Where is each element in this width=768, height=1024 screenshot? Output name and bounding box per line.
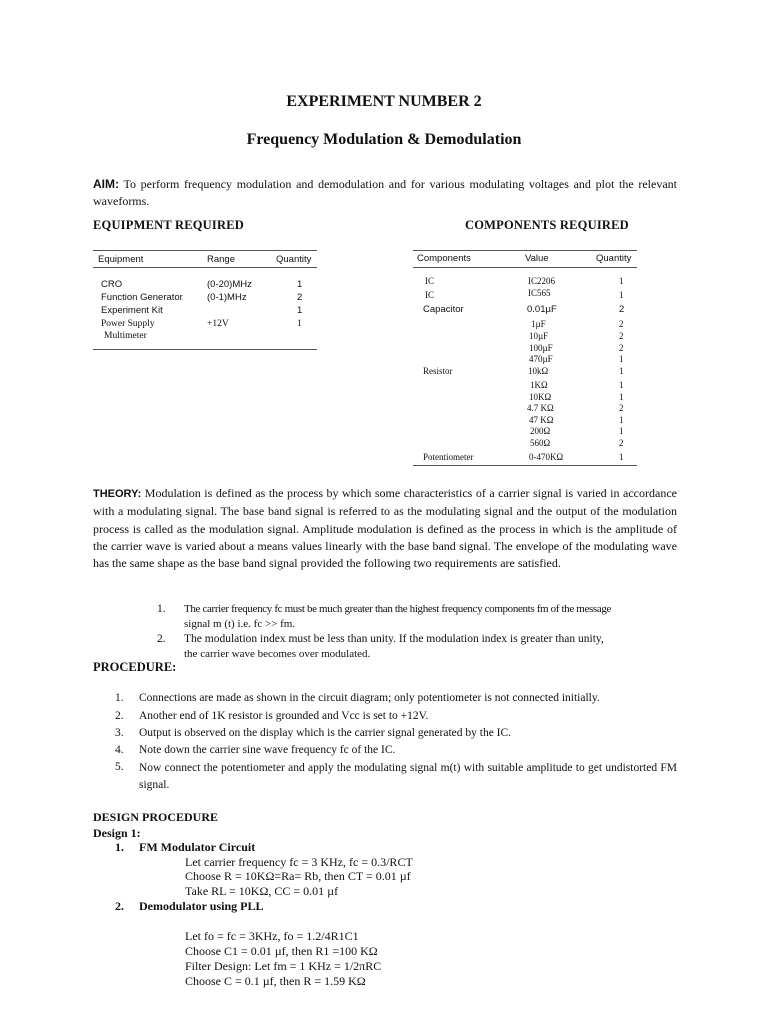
table-cell: 2	[619, 438, 624, 448]
aim-paragraph	[93, 176, 677, 210]
procedure-heading: PROCEDURE:	[93, 660, 177, 674]
table-cell: 100µF	[529, 343, 553, 353]
table-cell: Capacitor	[423, 304, 464, 315]
design-subheading: Design 1:	[93, 826, 141, 840]
table-cell: 1	[619, 354, 624, 364]
equipment-col-range: Range	[207, 254, 235, 265]
equipment-table-bottom-rule	[93, 349, 317, 350]
table-cell: Multimeter	[104, 331, 147, 341]
table-cell: 1	[619, 290, 624, 300]
components-col-quantity: Quantity	[596, 253, 632, 264]
table-cell: Potentiometer	[423, 452, 474, 462]
design-line: Let fo = fc = 3KHz, fo = 1.2/4R1C1	[185, 929, 359, 943]
table-cell: 10KΩ	[529, 392, 552, 402]
list-item-line: signal m (t) i.e. fc >> fm.	[184, 618, 296, 630]
design-item-title: Demodulator using PLL	[139, 899, 264, 913]
design-line: Let carrier frequency fc = 3 KHz, fc = 0.3/RCT	[185, 855, 413, 869]
table-cell: 1µF	[531, 319, 546, 329]
table-cell: 1	[619, 452, 624, 462]
table-cell: 560Ω	[530, 438, 551, 448]
list-number: 3.	[115, 727, 124, 739]
components-table-header-rule	[413, 267, 637, 268]
list-item-line: The carrier frequency fc must be much greater than the highest frequency components fm of the message	[184, 603, 612, 615]
table-cell: 1	[297, 279, 303, 290]
table-cell: 0.01µF	[527, 304, 557, 315]
table-cell: 10kΩ	[528, 366, 549, 376]
table-cell: 1	[619, 366, 624, 376]
list-number: 1.	[157, 603, 166, 615]
table-cell: 1	[619, 380, 624, 390]
table-cell: 2	[619, 319, 624, 329]
design-line: Filter Design: Let fm = 1 KHz = 1/2πRC	[185, 959, 382, 973]
table-cell: 1	[619, 392, 624, 402]
table-cell: 1	[619, 415, 624, 425]
design-procedure-heading: DESIGN PROCEDURE	[93, 810, 219, 824]
table-cell: IC	[425, 290, 434, 300]
design-item-title: FM Modulator Circuit	[139, 840, 256, 854]
procedure-step: Connections are made as shown in the circuit diagram; only potentiometer is not connected initially.	[139, 692, 600, 704]
theory-label: THEORY:	[93, 488, 142, 500]
table-cell: 470µF	[529, 354, 553, 364]
list-number: 2.	[115, 710, 124, 722]
procedure-step: Now connect the potentiometer and apply the modulating signal m(t) with suitable amplitude to get undistorted FM signal.	[139, 762, 677, 791]
list-item-line: the carrier wave becomes over modulated.	[184, 648, 371, 660]
design-line: Take RL = 10KΩ, CC = 0.01 µf	[185, 884, 339, 898]
table-cell: (0-20)MHz	[207, 279, 252, 290]
design-line: Choose R = 10KΩ=Ra= Rb, then CT = 0.01 µf	[185, 869, 411, 883]
list-number: 1.	[115, 840, 124, 854]
table-cell: 1KΩ	[530, 380, 548, 390]
table-cell: 0-470KΩ	[529, 452, 564, 462]
table-cell: 2	[619, 304, 625, 315]
table-cell: IC2206	[528, 276, 555, 286]
components-col-value: Value	[525, 253, 549, 264]
table-cell: 1	[619, 426, 624, 436]
table-cell: 10µF	[529, 331, 549, 341]
list-number: 2.	[115, 899, 124, 913]
experiment-number-title: EXPERIMENT NUMBER 2	[286, 93, 482, 110]
components-table-bottom-rule	[413, 465, 637, 466]
design-line: Choose C1 = 0.01 µf, then R1 =100 KΩ	[185, 944, 378, 958]
table-cell: 47 KΩ	[529, 415, 554, 425]
equipment-table-header-rule	[93, 267, 317, 268]
aim-label: AIM:	[93, 177, 119, 191]
table-cell: +12V	[207, 319, 229, 329]
design-line: Choose C = 0.1 µf, then R = 1.59 KΩ	[185, 974, 366, 988]
components-heading: COMPONENTS REQUIRED	[465, 218, 629, 232]
table-cell: (0-1)MHz	[207, 292, 247, 303]
table-cell: Power Supply	[101, 319, 155, 329]
table-cell: Function Generator	[101, 292, 183, 303]
table-cell: 2	[619, 343, 624, 353]
table-cell: 1	[297, 305, 303, 316]
equipment-col-quantity: Quantity	[276, 254, 312, 265]
components-table-top-rule	[413, 250, 637, 251]
equipment-heading: EQUIPMENT REQUIRED	[93, 218, 244, 232]
list-number: 1.	[115, 692, 124, 704]
components-col-components: Components	[417, 253, 471, 264]
table-cell: 2	[297, 292, 303, 303]
experiment-subtitle: Frequency Modulation & Demodulation	[246, 131, 522, 148]
list-item-line: The modulation index must be less than unity. If the modulation index is greater than unity,	[184, 633, 604, 645]
table-cell: 1	[297, 319, 302, 329]
table-cell: 200Ω	[530, 426, 551, 436]
table-cell: Experiment Kit	[101, 305, 163, 316]
procedure-step: Another end of 1K resistor is grounded and Vcc is set to +12V.	[139, 710, 429, 722]
equipment-col-equipment: Equipment	[98, 254, 144, 265]
table-cell: CRO	[101, 279, 123, 290]
table-cell: IC	[425, 276, 434, 286]
table-cell: 2	[619, 403, 624, 413]
table-cell: 2	[619, 331, 624, 341]
theory-paragraph	[93, 485, 677, 572]
table-cell: Resistor	[423, 366, 453, 376]
list-number: 2.	[157, 633, 166, 645]
list-number: 5.	[115, 761, 124, 773]
table-cell: 4.7 KΩ	[527, 403, 554, 413]
list-number: 4.	[115, 744, 124, 756]
procedure-step: Note down the carrier sine wave frequency fc of the IC.	[139, 744, 396, 756]
table-cell: 1	[619, 276, 624, 286]
aim-text: To perform frequency modulation and demodulation and for various modulating voltages and plot the relevant waveforms.	[93, 177, 677, 208]
equipment-table-top-rule	[93, 250, 317, 251]
table-cell: IC565	[528, 288, 551, 298]
theory-text: Modulation is defined as the process by which some characteristics of a carrier signal is varied in accordance with a modulating signal. The base band signal is referred to as the modulating signal and the output of the modulation process is called as the modulation signal. Amplitude modulation is defined as the process in which is the amplitude of the carrier wave is varied about a means values linearly with the base band signal. The envelope of the modulating wave has the same shape as the base band signal provided the following two requirements are satisfied.	[93, 486, 677, 571]
procedure-step: Output is observed on the display which is the carrier signal generated by the IC.	[139, 727, 512, 739]
